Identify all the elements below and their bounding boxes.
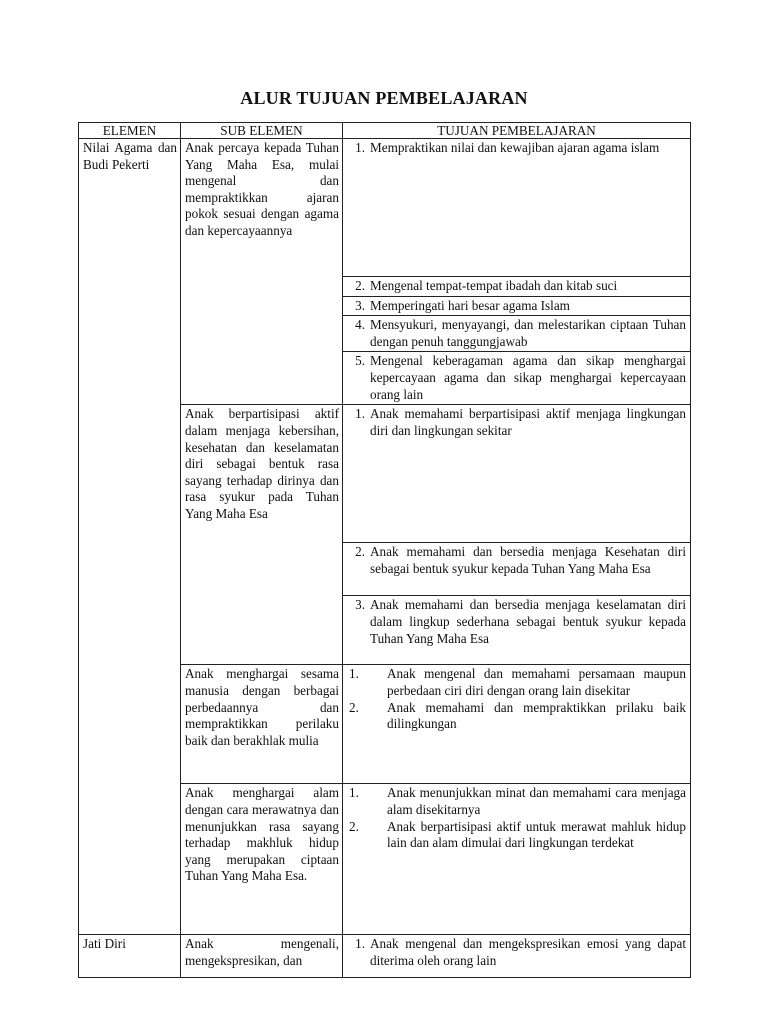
objective-text: Anak berpartisipasi aktif untuk merawat mahluk hidup lain dan alam dimulai dari lingkungan terdekat	[387, 818, 686, 851]
objective-text: Mengenal keberagaman agama dan sikap menghargai kepercayaan agama dan sikap menghargai kepercayaan orang lain	[370, 353, 686, 402]
objective-text: Anak memahami dan bersedia menjaga keselamatan diri dalam lingkup sederhana sebagai bentuk syukur kepada Tuhan Yang Maha Esa	[370, 597, 686, 646]
learning-objective-cell	[343, 277, 691, 297]
sub-element-cell: Anak menghargai sesama manusia dengan berbagai perbedaannya dan mempraktikkan perilaku baik dan berakhlak mulia	[181, 665, 343, 784]
header-elemen: ELEMEN	[79, 123, 181, 139]
learning-objective-item	[345, 666, 686, 699]
objective-text: Mempraktikan nilai dan kewajiban ajaran agama islam	[370, 140, 660, 155]
header-tujuan-pembelajaran: TUJUAN PEMBELAJARAN	[343, 123, 691, 139]
learning-objective-item	[345, 785, 686, 818]
learning-objective-cell	[343, 296, 691, 316]
learning-objective-item	[345, 278, 686, 295]
learning-objective-item	[345, 544, 686, 577]
learning-objective-item	[345, 298, 686, 315]
learning-objective-cell	[343, 935, 691, 978]
objective-number: 3.	[355, 297, 365, 313]
objective-number: 2.	[349, 699, 359, 715]
objective-text: Memperingati hari besar agama Islam	[370, 297, 570, 313]
objective-number: 2.	[349, 818, 359, 834]
learning-objective-cell	[343, 596, 691, 665]
sub-element-cell: Anak mengenali, mengekspresikan, dan	[181, 935, 343, 978]
objective-number: 1.	[349, 785, 359, 801]
learning-objective-cell	[343, 665, 691, 784]
header-sub-elemen: SUB ELEMEN	[181, 123, 343, 139]
learning-objective-cell	[343, 543, 691, 596]
learning-objectives-table-frame	[78, 122, 690, 968]
element-cell: Nilai Agama dan Budi Pekerti	[79, 139, 181, 935]
learning-objective-item	[345, 317, 686, 350]
element-cell: Jati Diri	[79, 935, 181, 978]
learning-objective-cell	[343, 352, 691, 405]
objective-number: 3.	[355, 597, 365, 613]
learning-objective-item	[345, 700, 686, 733]
objective-number: 4.	[355, 317, 365, 333]
objective-text: Mensyukuri, menyayangi, dan melestarikan ciptaan Tuhan dengan penuh tanggungjawab	[370, 317, 686, 349]
objective-number: 1.	[349, 666, 359, 682]
objective-number: 1.	[355, 140, 365, 155]
objective-text: Anak memahami berpartisipasi aktif menjaga lingkungan diri dan lingkungan sekitar	[370, 406, 686, 438]
sub-element-cell: Anak percaya kepada Tuhan Yang Maha Esa, mulai mengenal dan mempraktikkan ajaran pokok sesuai dengan agama dan kepercayaannya	[181, 139, 343, 405]
objective-text: Anak menunjukkan minat dan memahami cara menjaga alam disekitarnya	[387, 785, 686, 817]
objective-number: 2.	[355, 544, 365, 560]
table-row	[79, 139, 691, 277]
objective-text: Anak memahami dan bersedia menjaga Kesehatan diri sebagai bentuk syukur kepada Tuhan Yang Maha Esa	[370, 544, 686, 576]
learning-objectives-table	[78, 122, 691, 978]
learning-objective-item	[345, 597, 686, 647]
objective-text: Anak mengenal dan mengekspresikan emosi yang dapat diterima oleh orang lain	[370, 936, 686, 968]
table-header-row	[79, 123, 691, 139]
objective-text: Mengenal tempat-tempat ibadah dan kitab suci	[370, 278, 618, 293]
sub-element-cell: Anak berpartisipasi aktif dalam menjaga kebersihan, kesehatan dan keselamatan diri sebagai bentuk rasa sayang terhadap dirinya dan rasa syukur pada Tuhan Yang Maha Esa	[181, 405, 343, 665]
table-row	[79, 935, 691, 978]
sub-element-cell: Anak menghargai alam dengan cara merawatnya dan menunjukkan rasa sayang terhadap makhluk hidup yang merupakan ciptaan Tuhan Yang Maha Esa.	[181, 784, 343, 935]
objective-text: Anak memahami dan mempraktikkan prilaku baik dilingkungan	[387, 699, 686, 732]
learning-objective-cell	[343, 316, 691, 352]
objective-number: 1.	[355, 936, 365, 952]
objective-number: 5.	[355, 353, 365, 369]
learning-objective-cell	[343, 784, 691, 935]
objective-number: 1.	[355, 406, 365, 422]
learning-objective-item	[345, 936, 686, 969]
learning-objective-cell	[343, 139, 691, 277]
learning-objective-item	[345, 140, 686, 157]
objective-number: 2.	[355, 278, 365, 293]
learning-objective-item	[345, 819, 686, 852]
learning-objective-item	[345, 353, 686, 403]
page-title: ALUR TUJUAN PEMBELAJARAN	[240, 88, 528, 108]
learning-objective-cell	[343, 405, 691, 543]
objective-text: Anak mengenal dan memahami persamaan maupun perbedaan ciri diri dengan orang lain disekitar	[387, 666, 686, 698]
learning-objective-item	[345, 406, 686, 439]
